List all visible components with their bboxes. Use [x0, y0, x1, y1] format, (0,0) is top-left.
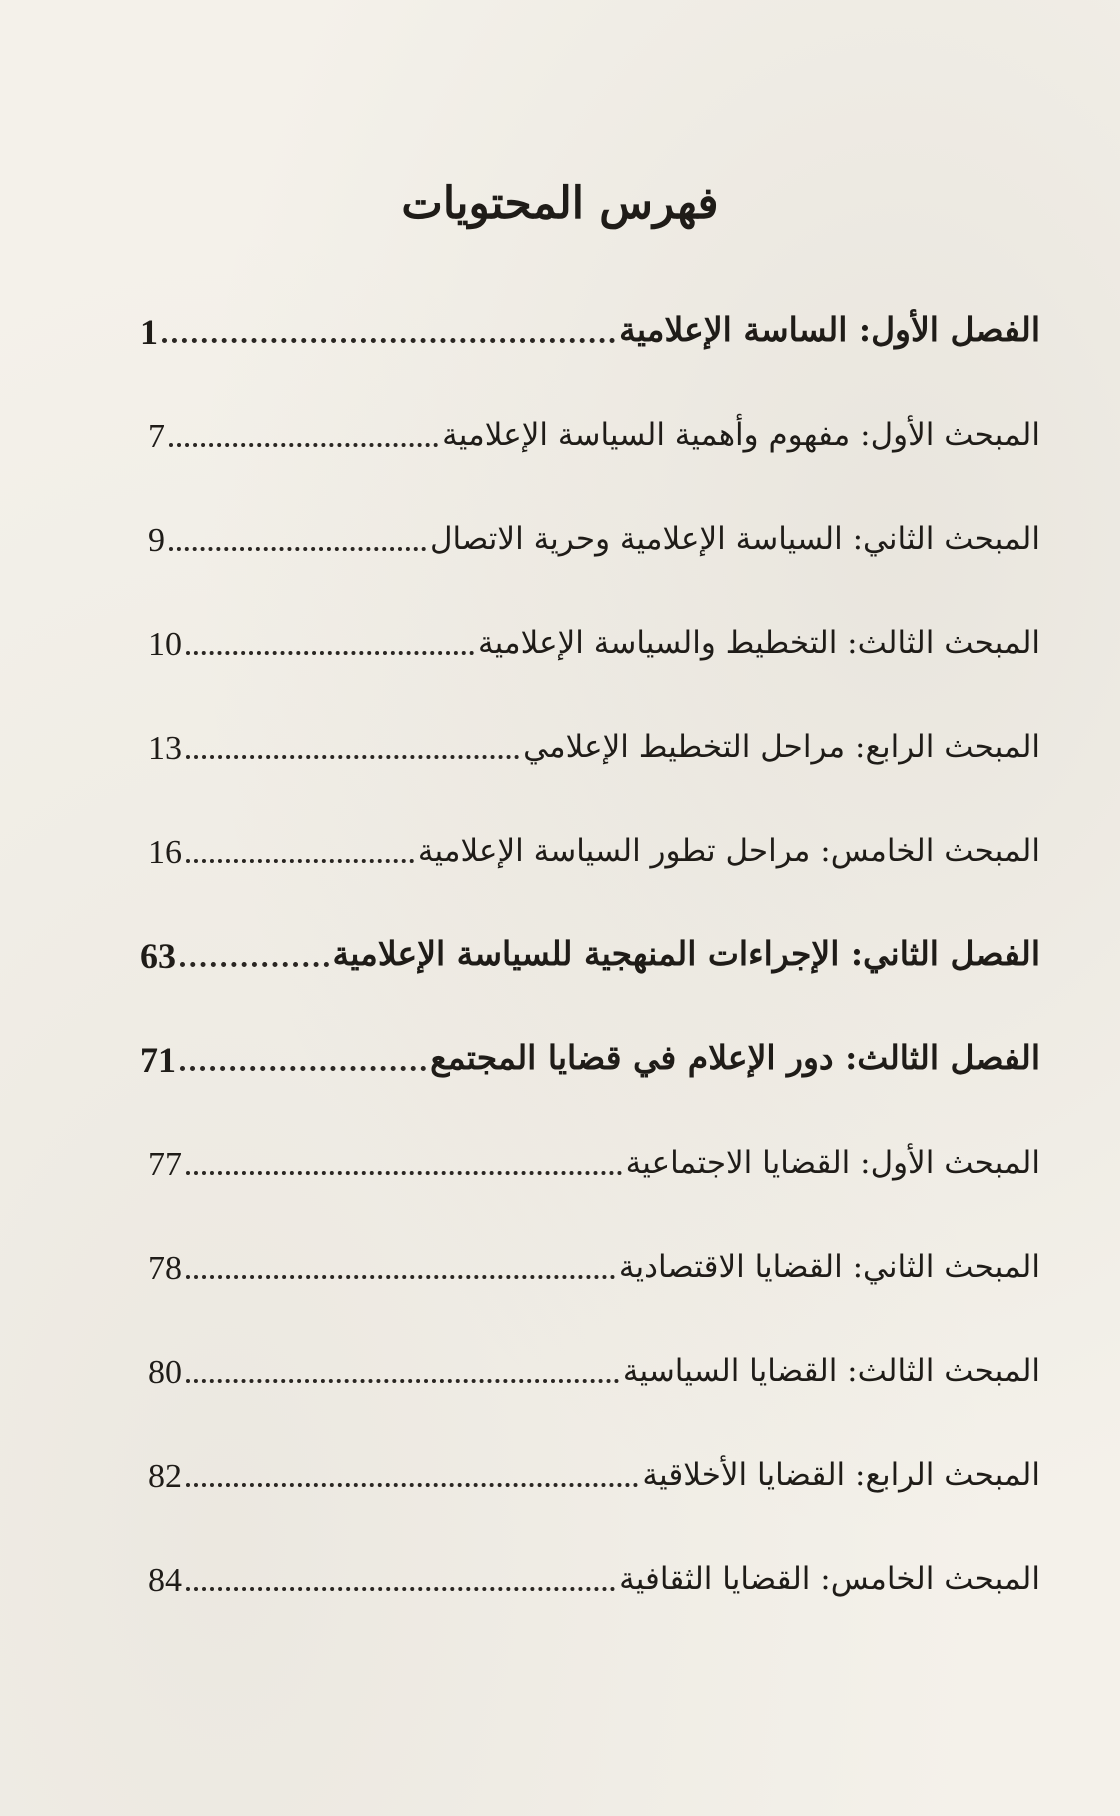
toc-entry-label: الفصل الثاني: الإجراءات المنهجية للسياسة الإعلامية: [332, 934, 1040, 974]
toc-entry: [140, 290, 1040, 350]
toc-entry-label: الفصل الأول: الساسة الإعلامية: [619, 310, 1040, 350]
toc-entry-label: المبحث الثالث: القضايا السياسية: [622, 1352, 1040, 1389]
toc-page-number: 16: [148, 834, 182, 871]
dot-leader: [186, 1275, 615, 1279]
toc-page-number: 63: [140, 936, 176, 976]
toc-entry-label: المبحث الخامس: مراحل تطور السياسة الإعلامية: [417, 832, 1040, 869]
toc-page-number: 13: [148, 730, 182, 767]
toc-page-number: 71: [140, 1040, 176, 1080]
toc-page-number: 1: [140, 312, 158, 352]
toc-page-number: 7: [148, 418, 165, 455]
toc-entry: [148, 1226, 1040, 1286]
dot-leader: [186, 859, 414, 863]
page-title: فهرس المحتويات: [401, 178, 719, 229]
toc-entry: [148, 394, 1040, 454]
toc-entry: [148, 1330, 1040, 1390]
toc-entry-label: المبحث الأول: القضايا الاجتماعية: [625, 1144, 1040, 1181]
dot-leader: [186, 1483, 638, 1487]
toc-entry: [148, 1434, 1040, 1494]
toc-entry-label: المبحث الخامس: القضايا الثقافية: [619, 1560, 1040, 1597]
toc-page-number: 78: [148, 1250, 182, 1287]
toc-page-number: 82: [148, 1458, 182, 1495]
toc-entry-label: المبحث الثاني: القضايا الاقتصادية: [618, 1248, 1040, 1285]
dot-leader: [186, 1587, 615, 1591]
dot-leader: [169, 443, 438, 447]
toc-page-number: 77: [148, 1146, 182, 1183]
toc-entry-label: المبحث الثاني: السياسة الإعلامية وحرية الاتصال: [429, 520, 1040, 557]
dot-leader: [180, 1066, 426, 1071]
toc-page-number: 80: [148, 1354, 182, 1391]
toc-entry-label: الفصل الثالث: دور الإعلام في قضايا المجتمع: [430, 1038, 1040, 1078]
toc-entry: [148, 810, 1040, 870]
toc-entry: [148, 498, 1040, 558]
toc-entry: [148, 602, 1040, 662]
toc-page-number: 84: [148, 1562, 182, 1599]
dot-leader: [186, 1379, 619, 1383]
toc-entry: [148, 706, 1040, 766]
toc-entry-label: المبحث الرابع: القضايا الأخلاقية: [642, 1456, 1040, 1493]
toc-entry-label: المبحث الثالث: التخطيط والسياسة الإعلامية: [478, 624, 1040, 661]
dot-leader: [180, 962, 329, 967]
dot-leader: [186, 651, 474, 655]
dot-leader: [186, 1171, 622, 1175]
dot-leader: [186, 755, 519, 759]
dot-leader: [162, 338, 615, 343]
toc-entry-label: المبحث الرابع: مراحل التخطيط الإعلامي: [523, 728, 1040, 765]
toc-entry: [148, 1122, 1040, 1182]
toc-entry: [140, 1018, 1040, 1078]
toc-page-number: 9: [148, 522, 165, 559]
toc-entry: [140, 914, 1040, 974]
toc-entry: [148, 1538, 1040, 1598]
toc-entry-label: المبحث الأول: مفهوم وأهمية السياسة الإعلامية: [442, 416, 1040, 453]
dot-leader: [169, 547, 426, 551]
toc-page-number: 10: [148, 626, 182, 663]
